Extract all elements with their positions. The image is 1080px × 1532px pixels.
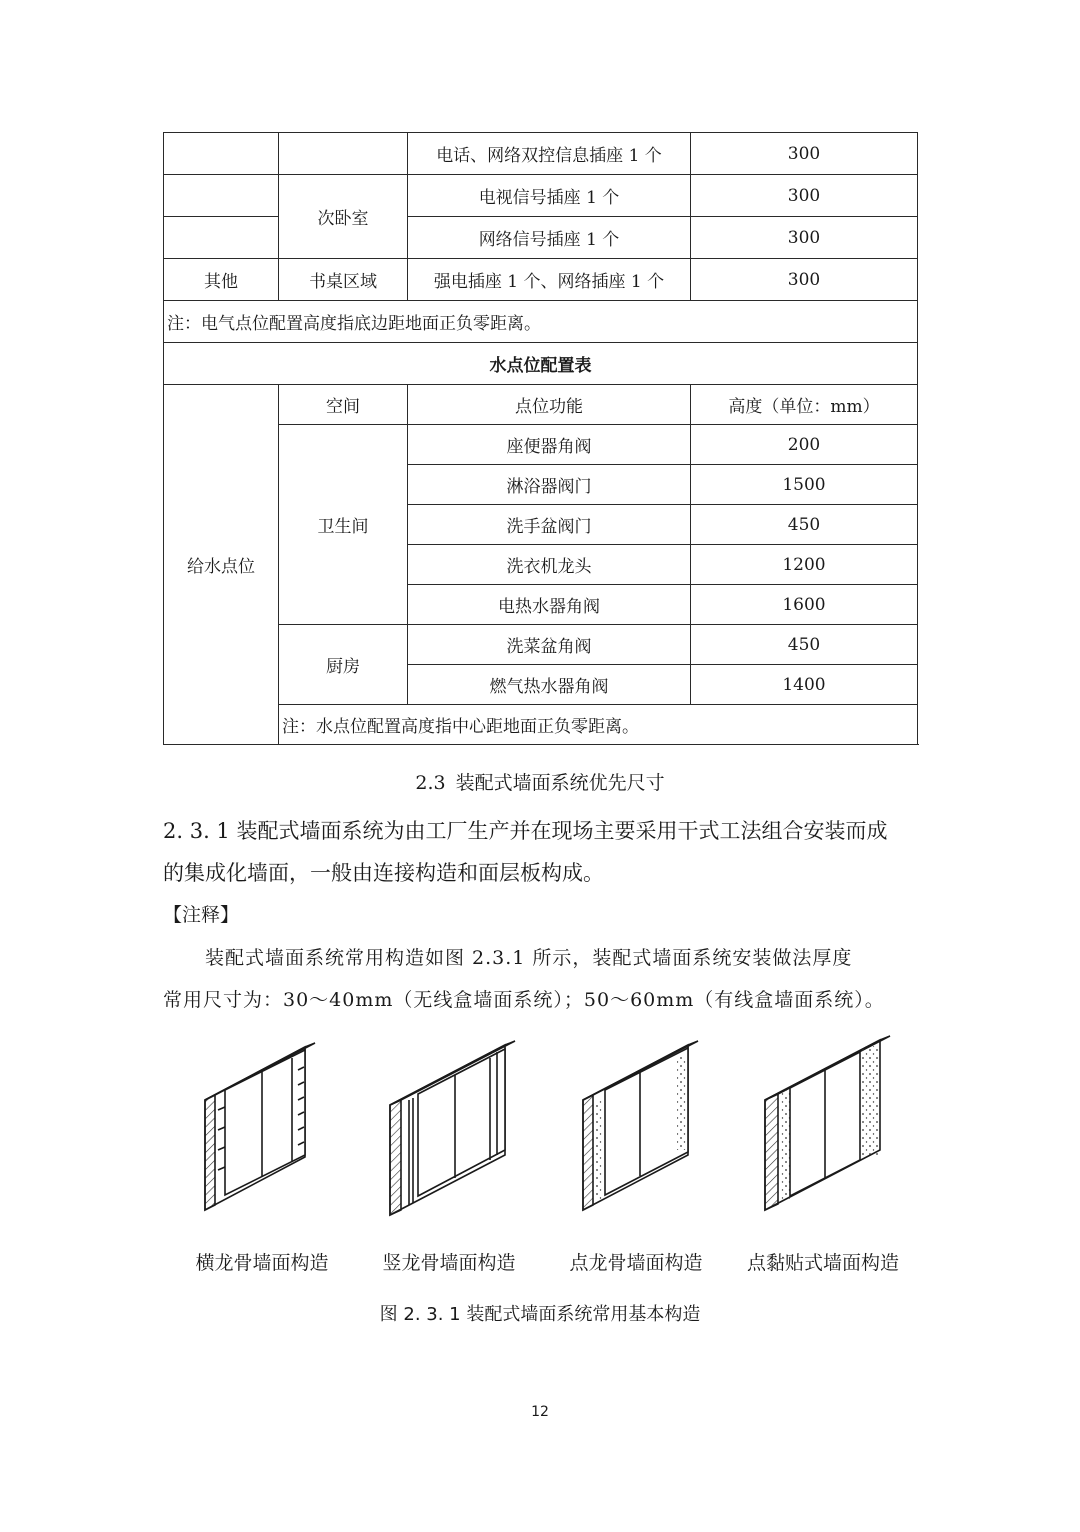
table-cell: 洗菜盆角阀 <box>408 625 691 665</box>
table-row <box>164 259 918 301</box>
table-cell: 电话、网络双控信息插座 1 个 <box>408 133 691 175</box>
table-cell: 1400 <box>691 665 918 705</box>
table-cell: 其他 <box>164 259 279 301</box>
table-cell: 燃气热水器角阀 <box>408 665 691 705</box>
explanation-line-2: 常用尺寸为：30～40mm（无线盒墙面系统）；50～60mm（有线盒墙面系统）。 <box>163 989 885 1011</box>
table-row <box>164 217 918 259</box>
table-cell: 给水点位 <box>164 385 279 745</box>
figure-caption-point-adhesive: 点黏贴式墙面构造 <box>746 1252 899 1274</box>
table-cell: 厨房 <box>279 625 408 705</box>
table-cell: 次卧室 <box>279 175 408 259</box>
table-header-row <box>164 385 918 425</box>
table-cell: 300 <box>691 217 918 259</box>
table-cell: 洗衣机龙头 <box>408 545 691 585</box>
table-row <box>164 133 918 175</box>
table-cell: 卫生间 <box>279 425 408 625</box>
table-cell: 450 <box>691 505 918 545</box>
table-cell: 300 <box>691 133 918 175</box>
column-header: 高度（单位：mm） <box>691 385 918 425</box>
figure-caption-horizontal-keel: 横龙骨墙面构造 <box>195 1252 329 1274</box>
table-cell: 200 <box>691 425 918 465</box>
table-cell <box>164 217 279 259</box>
table-cell: 座便器角阀 <box>408 425 691 465</box>
section-number: 2.3 <box>415 772 446 794</box>
table-row <box>164 175 918 217</box>
table-cell: 1200 <box>691 545 918 585</box>
point-config-table <box>163 132 918 745</box>
point-keel-wall-drawing <box>583 1041 698 1210</box>
clause-line-1: 2. 3. 1 装配式墙面系统为由工厂生产并在现场主要采用干式工法组合安装而成 <box>163 819 888 843</box>
table-cell: 300 <box>691 259 918 301</box>
electrical-note: 注：电气点位配置高度指底边距地面正负零距离。 <box>164 301 918 343</box>
section-heading <box>0 768 1080 795</box>
table-cell: 电热水器角阀 <box>408 585 691 625</box>
table-cell <box>164 175 279 217</box>
table-row <box>164 301 918 343</box>
vertical-keel-wall-drawing <box>390 1041 515 1215</box>
table-cell: 强电插座 1 个、网络插座 1 个 <box>408 259 691 301</box>
table-cell: 网络信号插座 1 个 <box>408 217 691 259</box>
water-note: 注：水点位配置高度指中心距地面正负零距离。 <box>279 705 918 745</box>
figure-caption-vertical-keel: 竖龙骨墙面构造 <box>382 1252 516 1274</box>
figure-caption-point-keel: 点龙骨墙面构造 <box>569 1252 703 1274</box>
table-cell <box>279 133 408 175</box>
clause-line-2: 的集成化墙面，一般由连接构造和面层板构成。 <box>163 861 604 885</box>
table-cell: 书桌区域 <box>279 259 408 301</box>
note-heading: 【注释】 <box>163 904 240 926</box>
point-adhesive-wall-drawing <box>765 1036 890 1210</box>
page-number: 12 <box>531 1404 549 1420</box>
table-cell: 450 <box>691 625 918 665</box>
water-table-title: 水点位配置表 <box>164 343 918 385</box>
column-header: 点位功能 <box>408 385 691 425</box>
section-title: 装配式墙面系统优先尺寸 <box>455 772 665 794</box>
figure-title: 图 2. 3. 1 装配式墙面系统常用基本构造 <box>379 1304 701 1325</box>
table-cell: 洗手盆阀门 <box>408 505 691 545</box>
table-cell: 淋浴器阀门 <box>408 465 691 505</box>
explanation-line-1: 装配式墙面系统常用构造如图 2.3.1 所示，装配式墙面系统安装做法厚度 <box>205 947 853 969</box>
table-cell: 300 <box>691 175 918 217</box>
table-cell: 电视信号插座 1 个 <box>408 175 691 217</box>
horizontal-keel-wall-drawing <box>205 1043 315 1210</box>
wall-structure-figure <box>0 1030 1080 1230</box>
table-cell: 1600 <box>691 585 918 625</box>
table-cell <box>164 133 279 175</box>
table-cell: 1500 <box>691 465 918 505</box>
table-row <box>164 343 918 385</box>
column-header: 空间 <box>279 385 408 425</box>
